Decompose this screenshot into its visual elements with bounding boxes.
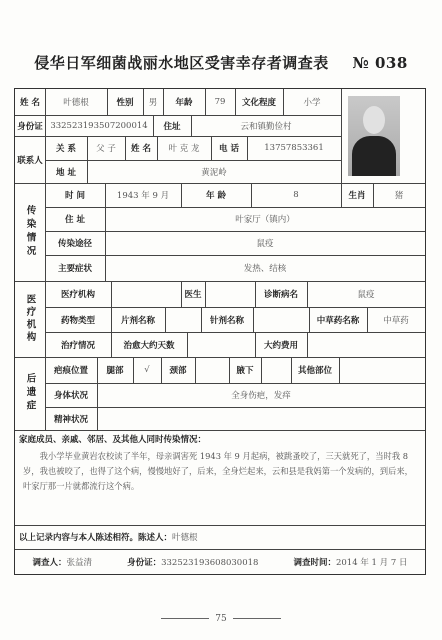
row-line bbox=[45, 407, 425, 408]
investigator-label: 调查人： bbox=[32, 557, 67, 568]
title-text: 侵华日军细菌战丽水地区受害幸存者调查表 bbox=[34, 54, 329, 72]
address-label: 住址 bbox=[163, 121, 181, 132]
body-condition-label: 身体状况 bbox=[53, 391, 88, 401]
infection-time-label: 时 间 bbox=[65, 191, 85, 201]
armpit-label: 腋下 bbox=[236, 366, 254, 376]
family-heading: 家庭成员、亲戚、邻居、及其他人同时传染情况： bbox=[19, 435, 207, 445]
injection-label: 针剂名称 bbox=[209, 315, 244, 326]
form-title bbox=[0, 52, 442, 73]
id-label: 身份证 bbox=[17, 121, 43, 132]
mental-condition-label: 精神状况 bbox=[53, 414, 88, 425]
contact-section-label: 联系人 bbox=[17, 155, 43, 166]
medical-section-label bbox=[15, 281, 45, 357]
other-part-label: 其他部位 bbox=[297, 366, 332, 376]
statement-label: 以上记录内容与本人陈述相符。陈述人： bbox=[19, 533, 173, 543]
infection-route-value: 鼠疫 bbox=[256, 239, 274, 249]
page-dash-right bbox=[233, 618, 281, 619]
serial-value: 038 bbox=[374, 54, 408, 72]
sex-value: 男 bbox=[148, 98, 158, 108]
page-dash-left bbox=[161, 618, 209, 619]
col-line bbox=[187, 332, 188, 357]
col-line bbox=[165, 307, 166, 332]
herbal-value: 中草药 bbox=[383, 315, 409, 326]
col-line bbox=[205, 281, 206, 307]
symptom-label: 主要症状 bbox=[57, 264, 92, 274]
investigator-id-value: 332523193608030018 bbox=[161, 557, 259, 568]
herbal-name-label: 中草药名称 bbox=[316, 315, 360, 326]
col-line bbox=[307, 332, 308, 357]
serial-label: № bbox=[352, 54, 370, 72]
investigator-id-label: 身份证： bbox=[127, 557, 162, 568]
col-line bbox=[261, 357, 262, 383]
survey-date-label: 调查时间： bbox=[293, 557, 336, 568]
leg-label: 腿部 bbox=[106, 366, 124, 376]
col-line bbox=[339, 357, 340, 383]
zodiac-value: 猪 bbox=[394, 191, 404, 201]
sequelae-section-label bbox=[15, 357, 45, 430]
scar-label: 疤痕位置 bbox=[53, 366, 88, 376]
infection-section-text: 传染情况 bbox=[24, 205, 36, 259]
symptom-value: 发热、结核 bbox=[243, 264, 287, 274]
portrait-face bbox=[363, 106, 385, 134]
diagnosis-label: 诊断病名 bbox=[263, 290, 298, 300]
doctor-label: 医生 bbox=[184, 290, 202, 300]
neck-label: 颈部 bbox=[169, 366, 187, 376]
address-value: 云和镇勤俭村 bbox=[240, 121, 292, 132]
tablet-label: 片剂名称 bbox=[120, 315, 155, 326]
portrait-photo bbox=[348, 96, 400, 176]
drug-type-label: 药物类型 bbox=[60, 315, 95, 326]
infection-age-value: 8 bbox=[293, 190, 299, 200]
zodiac-label: 生肖 bbox=[348, 191, 366, 201]
survey-date-value: 2014 年 1 月 7 日 bbox=[335, 557, 408, 568]
treatment-days-label: 治愈大约天数 bbox=[123, 340, 175, 351]
education-value: 小学 bbox=[303, 98, 321, 108]
investigator bbox=[33, 556, 93, 568]
col-line bbox=[341, 89, 342, 183]
col-line bbox=[253, 307, 254, 332]
infection-age-label: 年 龄 bbox=[206, 191, 226, 201]
sex-label: 性别 bbox=[116, 98, 134, 108]
id-value: 332523193507200014 bbox=[50, 120, 148, 131]
page-number-value: 75 bbox=[215, 614, 227, 624]
name-label: 姓 名 bbox=[20, 98, 40, 108]
cost-label: 大约费用 bbox=[263, 340, 298, 351]
survey-date bbox=[293, 556, 407, 568]
medical-org-label: 医疗机构 bbox=[60, 290, 95, 300]
phone-label: 电 话 bbox=[219, 144, 239, 154]
name-value: 叶德根 bbox=[63, 98, 89, 108]
infection-place-label: 住 址 bbox=[65, 215, 85, 225]
contact-name-value: 叶 克 龙 bbox=[168, 144, 200, 154]
investigator-value: 张益清 bbox=[66, 557, 93, 568]
statement-name: 叶德根 bbox=[172, 533, 198, 543]
treatment-label: 治疗情况 bbox=[60, 340, 95, 351]
infection-place-value: 叶家厅（镇内） bbox=[235, 215, 295, 225]
statement-row bbox=[19, 525, 419, 549]
contact-address-label: 地 址 bbox=[56, 167, 76, 178]
body-condition-value: 全身伤疤，发痒 bbox=[231, 391, 291, 401]
investigator-id bbox=[127, 556, 258, 568]
col-line bbox=[195, 357, 196, 383]
contact-address-value: 黄泥岭 bbox=[201, 167, 227, 178]
leg-check: √ bbox=[144, 365, 150, 375]
relation-value: 父 子 bbox=[96, 144, 116, 154]
age-value: 79 bbox=[214, 97, 226, 107]
sequelae-section-text: 后遗症 bbox=[24, 373, 36, 414]
portrait-body bbox=[352, 136, 396, 176]
serial-number bbox=[352, 54, 407, 72]
infection-time-value: 1943 年 9 月 bbox=[116, 191, 170, 201]
family-text: 我小学毕业黄岩农校读了半年，母亲调害死 1943 年 9 月起病，被跳蚤咬了，三天就死了，当时我 8 岁，我也被咬了，也得了这个病，慢慢地好了，后来，全身烂起来，云和县是我妈第一个发病的，到后来，叶家厅那一片就都流行这个病。 bbox=[23, 451, 413, 491]
education-label: 文化程度 bbox=[241, 98, 276, 108]
survey-row bbox=[15, 549, 425, 574]
diagnosis-value: 鼠疫 bbox=[357, 290, 375, 300]
page-number bbox=[0, 614, 442, 624]
survey-form bbox=[14, 88, 426, 575]
infection-section-label bbox=[15, 183, 45, 281]
medical-section-text: 医疗机构 bbox=[24, 294, 36, 344]
infection-route-label: 传染途径 bbox=[57, 239, 92, 249]
relation-label: 关 系 bbox=[56, 144, 76, 154]
age-label: 年龄 bbox=[175, 98, 193, 108]
phone-value: 13757853361 bbox=[264, 143, 324, 153]
contact-name-label: 姓 名 bbox=[131, 144, 151, 154]
